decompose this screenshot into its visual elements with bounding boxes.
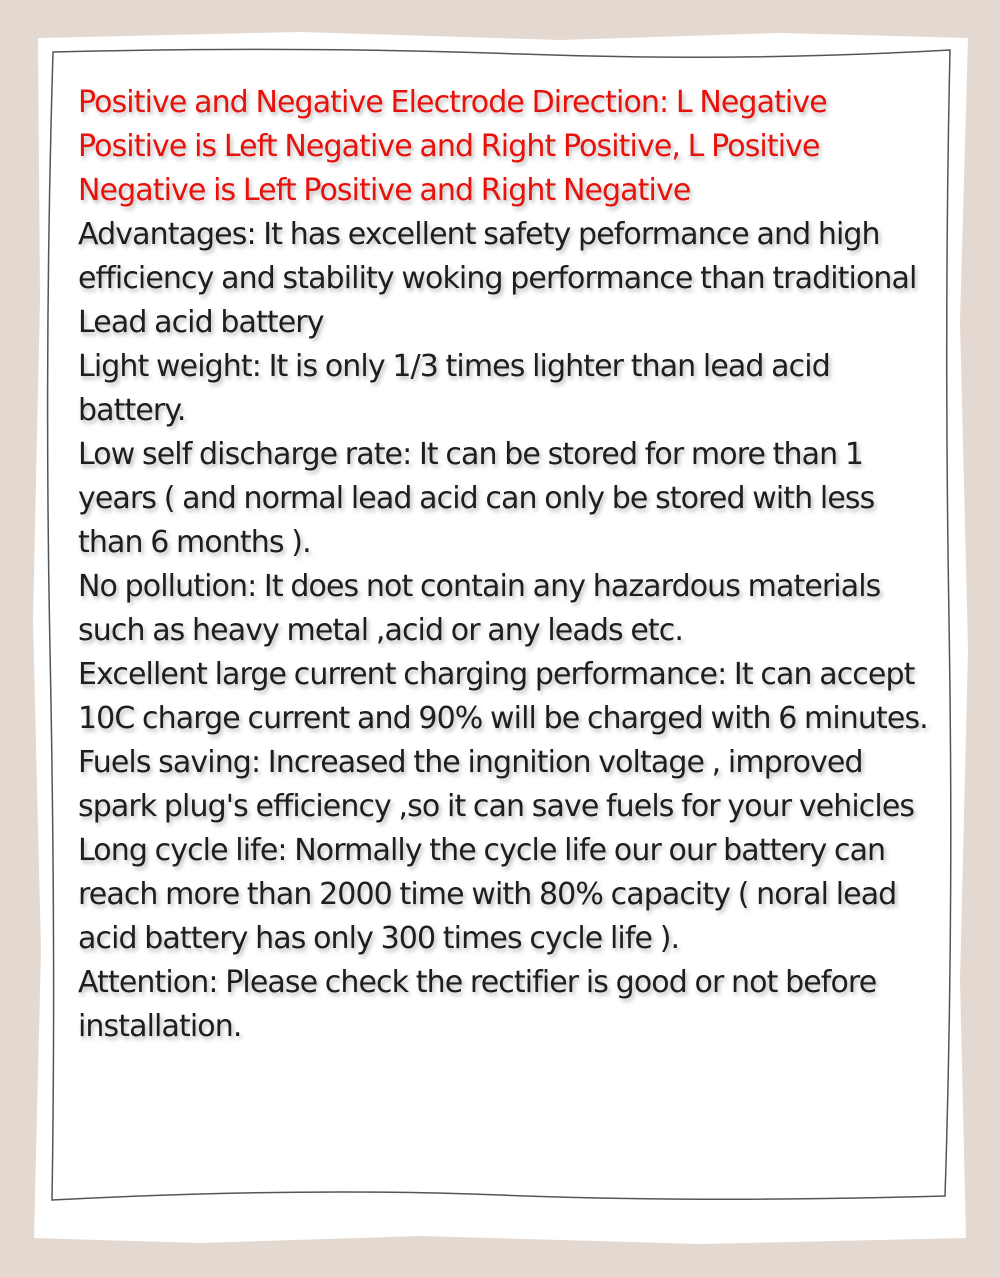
- long-cycle-life-text: Long cycle life: Normally the cycle life our our battery can reach more than 2000 time with 80% capacity ( noral lead acid battery has only 300 times cycle life ).: [78, 833, 897, 956]
- attention-text: Attention: Please check the rectifier is good or not before installation.: [78, 965, 877, 1044]
- light-weight-text: Light weight: It is only 1/3 times lighter than lead acid battery.: [78, 349, 830, 428]
- advantages-text: Advantages: It has excellent safety peformance and high efficiency and stability woking performance than traditional Lead acid battery: [78, 217, 917, 340]
- low-self-discharge-text: Low self discharge rate: It can be stored for more than 1 years ( and normal lead acid can only be stored with less than 6 months ).: [78, 437, 875, 560]
- electrode-direction-text: Positive and Negative Electrode Direction: L Negative Positive is Left Negative and Right Positive, L Positive Negative is Left Positive and Right Negative: [78, 85, 827, 208]
- no-pollution-text: No pollution: It does not contain any hazardous materials such as heavy metal ,acid or any leads etc.: [78, 569, 881, 648]
- fuels-saving-text: Fuels saving: Increased the ingnition voltage , improved spark plug's efficiency ,so it can save fuels for your vehicles: [78, 745, 915, 824]
- large-current-charging-text: Excellent large current charging performance: It can accept 10C charge current and 90% will be charged with 6 minutes.: [78, 657, 928, 736]
- product-notes: [78, 81, 928, 1049]
